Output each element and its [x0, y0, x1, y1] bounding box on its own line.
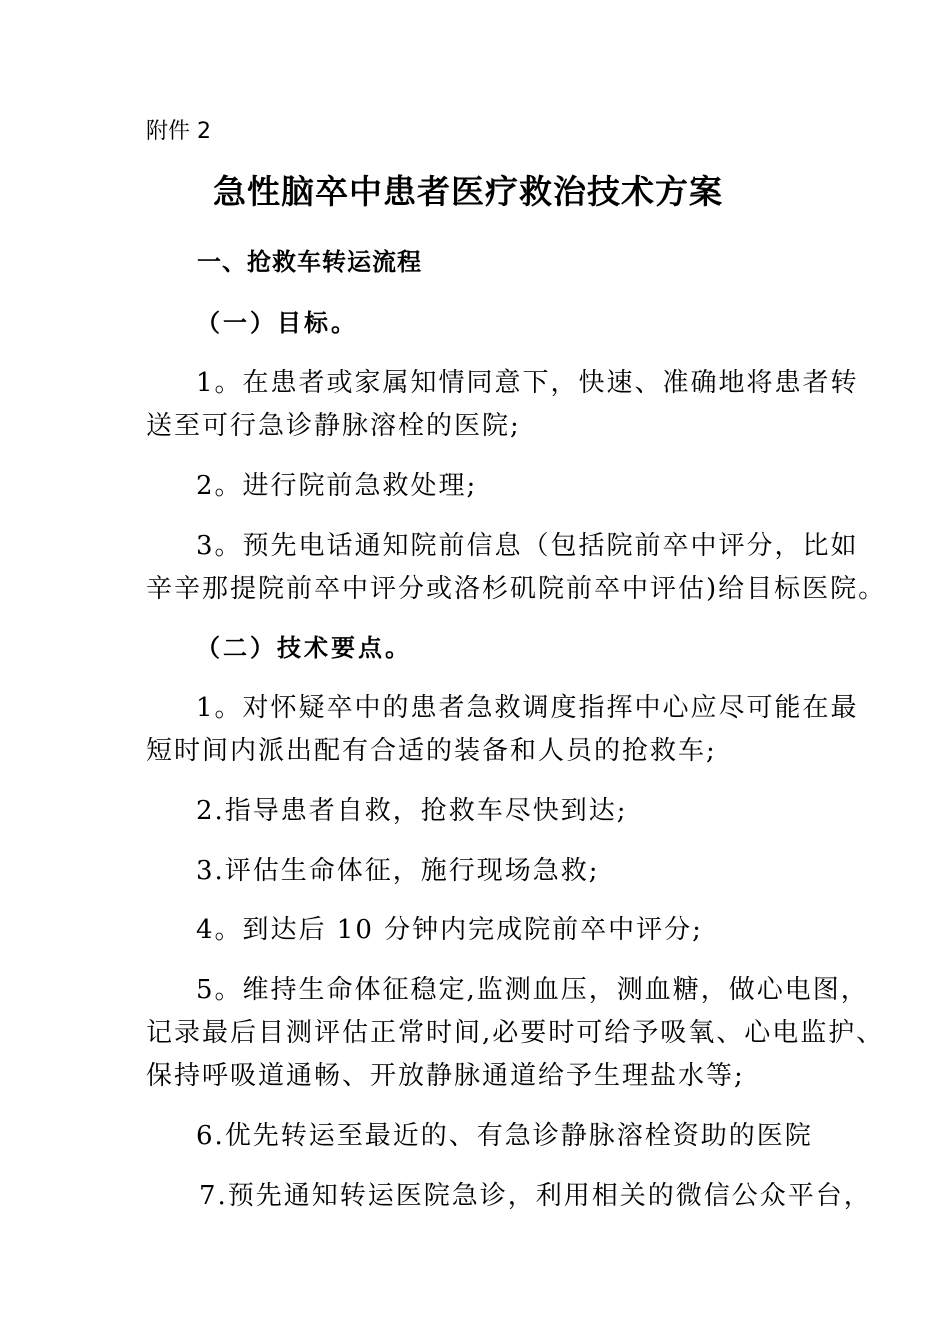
key-point-item-6: 6.优先转运至最近的、有急诊静脉溶栓资助的医院: [196, 1121, 813, 1151]
key-point-item-7-line-1: 7.预先通知转运医院急诊，利用相关的微信公众平台，: [199, 1181, 872, 1211]
goal-item-3-line-2: 辛辛那提院前卒中评分或洛杉矶院前卒中评估)给目标医院。: [146, 574, 887, 604]
goal-item-1-line-1: 1。在患者或家属知情同意下，快速、准确地将患者转: [196, 368, 859, 398]
key-point-item-4: 4。到达后 10 分钟内完成院前卒中评分;: [196, 915, 703, 945]
document-title: 急性脑卒中患者医疗救治技术方案: [213, 172, 723, 211]
key-point-item-2: 2.指导患者自救，抢救车尽快到达;: [196, 796, 628, 826]
key-point-item-5-line-3: 保持呼吸道通畅、开放静脉通道给予生理盐水等;: [146, 1061, 745, 1091]
key-point-item-5-line-1: 5。维持生命体征稳定,监测血压，测血糖，做心电图，: [196, 975, 869, 1005]
key-point-item-5-line-2: 记录最后目测评估正常时间,必要时可给予吸氧、心电监护、: [146, 1018, 885, 1048]
goal-item-1-line-2: 送至可行急诊静脉溶栓的医院;: [146, 411, 521, 441]
goal-item-2: 2。进行院前急救处理;: [196, 471, 478, 501]
attachment-label: 附件 2: [146, 119, 211, 144]
key-point-item-1-line-1: 1。对怀疑卒中的患者急救调度指挥中心应尽可能在最: [196, 693, 859, 723]
key-point-item-3: 3.评估生命体征，施行现场急救;: [196, 856, 600, 886]
subsection-heading-goals: （一）目标。: [196, 309, 358, 337]
goal-item-3-line-1: 3。预先电话通知院前信息（包括院前卒中评分，比如: [196, 531, 859, 561]
subsection-heading-key-points: （二）技术要点。: [196, 634, 412, 662]
key-point-item-1-line-2: 短时间内派出配有合适的装备和人员的抢救车;: [146, 736, 717, 766]
section-heading-ambulance-transport: 一、抢救车转运流程: [197, 248, 422, 276]
